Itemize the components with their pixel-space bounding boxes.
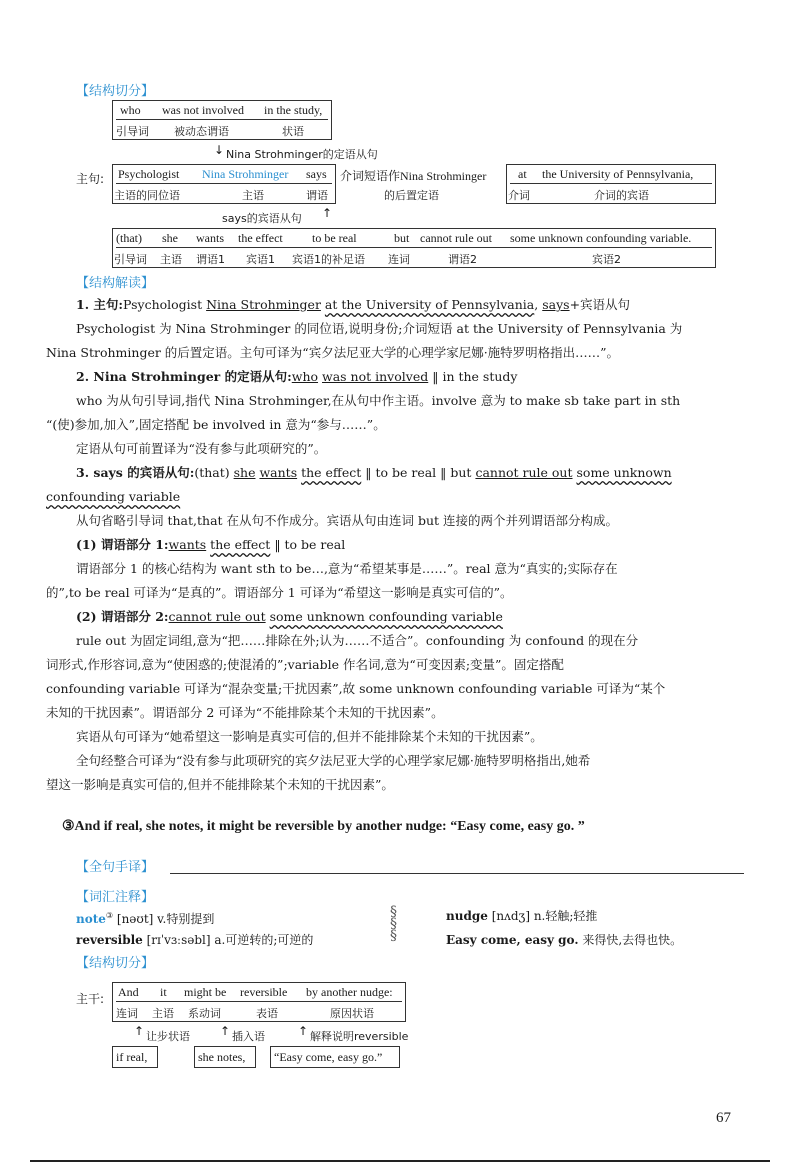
reading-line-13: 的”,to be real 可译为“是真的”。谓语部分 1 可译为“希望这一影响是真实可信的”。 <box>46 585 513 600</box>
reading-line-3: Nina Strohminger 的后置定语。主句可译为“宾夕法尼亚大学的心理学家尼娜·施特罗明格指出……”。 <box>46 345 620 360</box>
trunk-role-4: 表语 <box>256 1007 278 1020</box>
arrow-label-concession: 让步状语 <box>146 1030 190 1043</box>
middle-note-2: 的后置定语 <box>384 189 439 202</box>
up-arrow-icon-1: ↑ <box>134 1024 145 1038</box>
obj-role-7: 谓语2 <box>448 253 477 266</box>
reading-line-7: 定语从句可前置译为“没有参与此项研究的”。 <box>76 441 327 456</box>
top-role-3: 状语 <box>282 125 304 138</box>
prep-role-2: 介词的宾语 <box>594 189 649 202</box>
bottom-rule <box>30 1160 770 1162</box>
arrow-label-object-clause: says的宾语从句 <box>222 212 302 225</box>
top-word-1: who <box>120 103 141 117</box>
main-role-1: 主语的同位语 <box>114 189 180 202</box>
arrow-label-relative-clause: Nina Strohminger的定语从句 <box>226 148 378 161</box>
top-role-2: 被动态谓语 <box>174 125 229 138</box>
trunk-role-2: 主语 <box>152 1007 174 1020</box>
up-arrow-icon-2: ↑ <box>220 1024 231 1038</box>
reading-line-21: 望这一影响是真实可信的,但并不能排除某个未知的干扰因素”。 <box>46 777 394 792</box>
up-arrow-icon-3: ↑ <box>298 1024 309 1038</box>
trunk-role-5: 原因状语 <box>330 1007 374 1020</box>
obj-word-5: to be real <box>312 231 357 245</box>
section-tag-vocabulary: 【词汇注释】 <box>76 890 155 905</box>
up-arrow-icon: ↑ <box>322 206 333 220</box>
trunk-word-1: And <box>118 985 139 999</box>
obj-word-1: (that) <box>116 231 142 245</box>
trunk-word-3: might be <box>184 985 227 999</box>
trunk-role-3: 系动词 <box>188 1007 221 1020</box>
obj-role-6: 连词 <box>388 253 410 266</box>
top-word-3: in the study, <box>264 103 323 117</box>
reading-line-12: 谓语部分 1 的核心结构为 want sth to be…,意为“希望某事是……”。real 意为“真实的;实际存在 <box>76 561 618 576</box>
top-word-2: was not involved <box>162 103 244 117</box>
section-tag-reading: 【结构解读】 <box>76 276 155 291</box>
obj-role-3: 谓语1 <box>196 253 225 266</box>
vocab-reversible: reversible [rɪˈvɜːsəbl] a.可逆转的;可逆的 <box>76 933 314 947</box>
reading-line-9: confounding variable <box>46 489 181 504</box>
main-word-1: Psychologist <box>118 167 180 181</box>
trunk-word-2: it <box>160 985 167 999</box>
obj-word-7: cannot rule out <box>420 231 492 245</box>
reading-line-19: 宾语从句可译为“她希望这一影响是真实可信的,但并不能排除某个未知的干扰因素”。 <box>76 729 543 744</box>
obj-role-2: 主语 <box>160 253 182 266</box>
quote-text: “Easy come, easy go.” <box>274 1050 383 1064</box>
obj-word-2: she <box>162 231 178 245</box>
main-trunk-label: 主干: <box>76 992 105 1006</box>
page-number: 67 <box>716 1110 731 1126</box>
main-role-2: 主语 <box>242 189 264 202</box>
divider-icon: § § § <box>390 904 397 944</box>
obj-role-1: 引导词 <box>114 253 147 266</box>
obj-word-3: wants <box>196 231 224 245</box>
main-role-3: 谓语 <box>306 189 328 202</box>
obj-role-8: 宾语2 <box>592 253 621 266</box>
obj-word-4: the effect <box>238 231 283 245</box>
arrow-label-insertion: 插入语 <box>232 1030 265 1043</box>
reading-line-16: 词形式,作形容词,意为“使困惑的;使混淆的”;variable 作名词,意为“可变因素;变量”。固定搭配 <box>46 657 564 672</box>
obj-role-5: 宾语1的补足语 <box>292 253 365 266</box>
trunk-word-5: by another nudge: <box>306 985 393 999</box>
section-tag-structure-2: 【结构切分】 <box>76 956 155 971</box>
reading-line-15: rule out 为固定词组,意为“把……排除在外;认为……不适合”。confounding 为 confound 的现在分 <box>76 633 639 648</box>
obj-word-8: some unknown confounding variable. <box>510 231 692 245</box>
reading-line-11: (1) 谓语部分 1:wants the effect ‖ to be real <box>76 537 346 552</box>
main-clause-label: 主句: <box>76 172 105 186</box>
down-arrow-icon: ↓ <box>214 143 225 157</box>
reading-line-1: 1. 主句:Psychologist Nina Strohminger at the University of Pennsylvania, says+宾语从句 <box>76 297 631 312</box>
she-notes-text: she notes, <box>198 1050 246 1064</box>
reading-line-2: Psychologist 为 Nina Strohminger 的同位语,说明身份;介词短语 at the University of Pennsylvania 为 <box>76 321 683 336</box>
trunk-role-1: 连词 <box>116 1007 138 1020</box>
reading-line-6: “(使)参加,加入”,固定搭配 be involved in 意为“参与……”。 <box>46 417 386 432</box>
main-word-3: says <box>306 167 327 181</box>
reading-line-10: 从句省略引导词 that,that 在从句不作成分。宾语从句由连词 but 连接的两个并列谓语部分构成。 <box>76 513 619 528</box>
vocab-easy-come: Easy come, easy go. 来得快,去得也快。 <box>446 933 683 947</box>
reading-line-17: confounding variable 可译为“混杂变量;干扰因素”,故 some unknown confounding variable 可译为“某个 <box>46 681 666 696</box>
arrow-label-explain: 解释说明reversible <box>310 1030 409 1043</box>
reading-line-8: 3. says 的宾语从句:(that) she wants the effect ‖ to be real ‖ but cannot rule out some unknown <box>76 465 672 480</box>
obj-word-6: but <box>394 231 410 245</box>
reading-line-20: 全句经整合可译为“没有参与此项研究的宾夕法尼亚大学的心理学家尼娜·施特罗明格指出,她希 <box>76 753 591 768</box>
section-tag-structure: 【结构切分】 <box>76 84 155 99</box>
prep-word-2: the University of Pennsylvania, <box>542 167 694 181</box>
section-tag-translation: 【全句手译】 <box>76 860 155 875</box>
reading-line-18: 未知的干扰因素”。谓语部分 2 可译为“不能排除某个未知的干扰因素”。 <box>46 705 444 720</box>
obj-role-4: 宾语1 <box>246 253 275 266</box>
prep-role-1: 介词 <box>508 189 530 202</box>
if-real-text: if real, <box>116 1050 148 1064</box>
reading-line-5: who 为从句引导词,指代 Nina Strohminger,在从句中作主语。involve 意为 to make sb take part in sth <box>76 393 681 408</box>
prep-word-1: at <box>518 167 527 181</box>
vocab-note: note③ [nəʊt] v.特别提到 <box>76 911 215 926</box>
middle-note-1: 介词短语作Nina Strohminger <box>340 169 487 183</box>
main-word-2: Nina Strohminger <box>202 167 289 181</box>
translation-blank-line[interactable] <box>170 873 744 874</box>
reading-line-14: (2) 谓语部分 2:cannot rule out some unknown confounding variable <box>76 609 503 624</box>
top-role-1: 引导词 <box>116 125 149 138</box>
sentence-3: ③And if real, she notes, it might be reversible by another nudge: “Easy come, easy go. ” <box>62 819 585 834</box>
reading-line-4: 2. Nina Strohminger 的定语从句:who was not involved ‖ in the study <box>76 369 518 384</box>
trunk-word-4: reversible <box>240 985 288 999</box>
vocab-nudge: nudge [nʌdʒ] n.轻触;轻推 <box>446 909 598 923</box>
